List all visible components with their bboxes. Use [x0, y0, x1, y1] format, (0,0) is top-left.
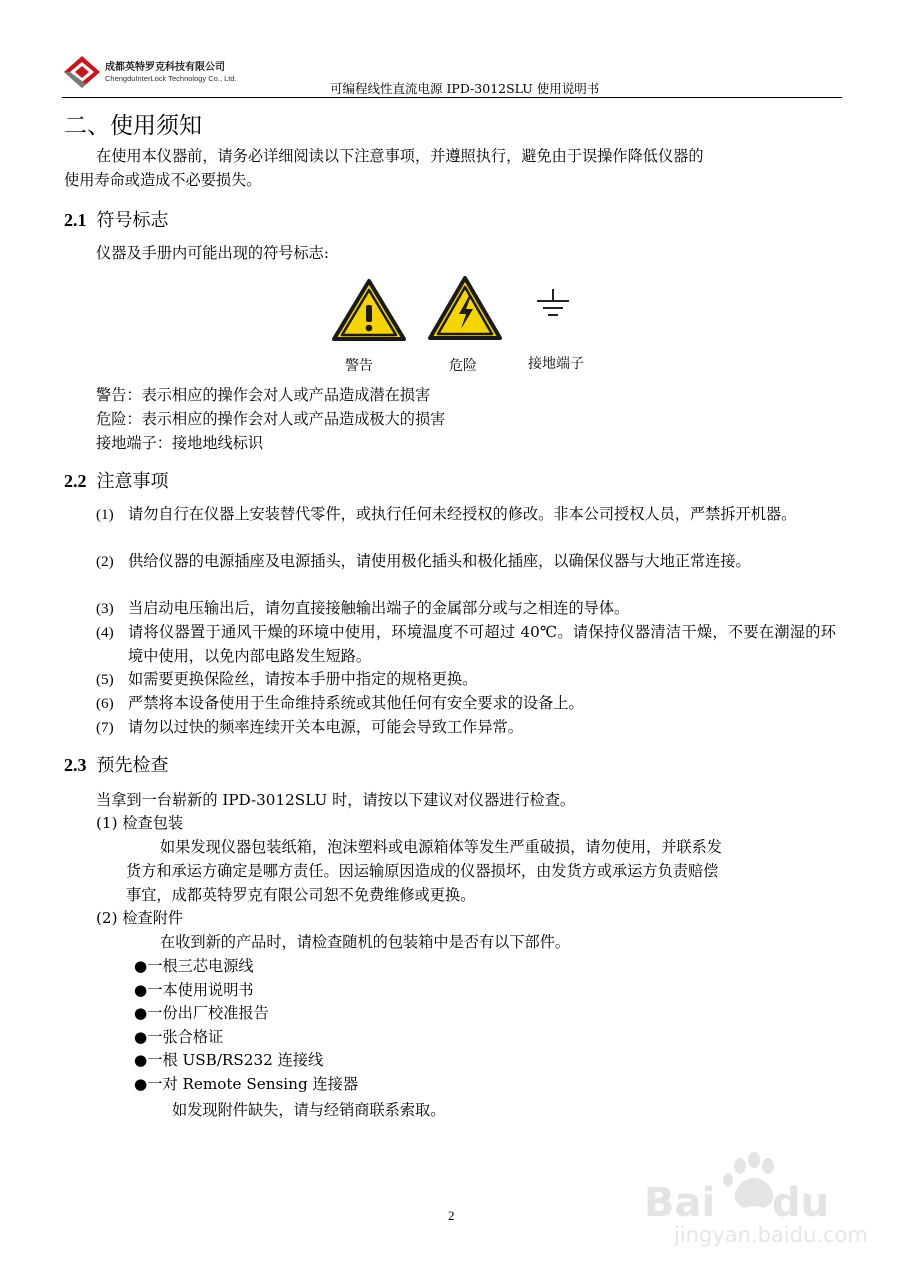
item-number: (1)	[96, 506, 114, 523]
symbol-desc-ground: 接地端子：接地地线标识	[96, 434, 264, 452]
item-text: 严禁将本设备使用于生命维持系统或其他任何有安全要求的设备上。	[128, 694, 584, 712]
list-item	[96, 621, 836, 668]
sub-heading-package: (1) 检查包装	[96, 814, 184, 832]
page-number: 2	[448, 1208, 455, 1223]
watermark-url: jingyan.baidu.com	[674, 1223, 868, 1247]
heading-2-2	[64, 467, 169, 493]
heading-number: 2.2	[64, 471, 87, 491]
item-number: (3)	[96, 600, 114, 617]
item-number: (5)	[96, 671, 114, 688]
heading-text: 预先检查	[96, 755, 169, 776]
accessory-item: ●一本使用说明书	[134, 981, 254, 999]
item-text: 请勿自行在仪器上安装替代零件，或执行任何未经授权的修改。非本公司授权人员，严禁拆开机器。	[128, 505, 797, 523]
item-number: (7)	[96, 719, 114, 736]
item-text: 如需要更换保险丝，请按本手册中指定的规格更换。	[128, 670, 478, 688]
ground-icon	[533, 287, 573, 331]
accessory-item: ●一对 Remote Sensing 连接器	[134, 1075, 359, 1093]
heading-2-3	[64, 751, 169, 777]
svg-text:Bai: Bai	[644, 1180, 716, 1226]
item-text: 请将仪器置于通风干燥的环境中使用，环境温度不可超过 40℃。请保持仪器清洁干燥，不要在潮湿的环境中使用，以免内部电路发生短路。	[128, 623, 836, 665]
list-item	[96, 668, 836, 692]
document-title: 可编程线性直流电源 IPD-3012SLU 使用说明书	[330, 81, 600, 96]
item-text: 当启动电压输出后，请勿直接接触输出端子的金属部分或与之相连的导体。	[128, 599, 630, 617]
list-item	[96, 503, 836, 527]
symbols-lead: 仪器及手册内可能出现的符号标志:	[96, 244, 329, 262]
heading-number: 2.1	[64, 210, 87, 230]
package-line-1: 如果发现仪器包装纸箱，泡沫塑料或电源箱体等发生严重破损，请勿使用，并联系发	[160, 838, 722, 856]
company-name-en: ChengduInterLock Technology Co., Ltd.	[105, 74, 237, 83]
accessories-lead: 在收到新的产品时，请检查随机的包装箱中是否有以下部件。	[160, 933, 571, 951]
list-item	[96, 597, 836, 621]
package-line-3: 事宜，成都英特罗克有限公司恕不免费维修或更换。	[126, 886, 476, 904]
intro-line-1: 在使用本仪器前，请务必详细阅读以下注意事项，并遵照执行，避免由于误操作降低仪器的	[96, 147, 704, 165]
item-number: (4)	[96, 624, 114, 641]
intro-line-2: 使用寿命或造成不必要损失。	[64, 171, 262, 189]
sub-heading-accessories: (2) 检查附件	[96, 909, 184, 927]
list-item	[96, 692, 836, 716]
symbol-label-danger: 危险	[449, 358, 477, 374]
package-line-2: 货方和承运方确定是哪方责任。因运输原因造成的仪器损坏，由发货方或承运方负责赔偿	[126, 862, 719, 880]
list-item	[96, 550, 836, 574]
company-name-cn: 成都英特罗克科技有限公司	[105, 62, 225, 73]
symbol-desc-warning: 警告：表示相应的操作会对人或产品造成潜在损害	[96, 386, 431, 404]
accessory-item: ●一份出厂校准报告	[134, 1004, 269, 1022]
symbol-desc-danger: 危险：表示相应的操作会对人或产品造成极大的损害	[96, 410, 446, 428]
section-title: 二、使用须知	[64, 113, 202, 139]
item-text: 请勿以过快的频率连续开关本电源，可能会导致工作异常。	[128, 718, 523, 736]
heading-number: 2.3	[64, 755, 87, 775]
item-number: (6)	[96, 695, 114, 712]
high-voltage-icon	[426, 274, 504, 346]
item-text: 供给仪器的电源插座及电源插头，请使用极化插头和极化插座，以确保仪器与大地正常连接。	[128, 552, 751, 570]
symbol-label-ground: 接地端子	[528, 356, 584, 372]
symbol-label-warning: 警告	[345, 358, 373, 374]
header-divider	[62, 97, 842, 98]
accessory-item: ●一张合格证	[134, 1028, 224, 1046]
accessory-item: ●一根 USB/RS232 连接线	[134, 1051, 324, 1069]
heading-2-1	[64, 206, 169, 232]
company-logo	[62, 54, 102, 90]
closing-note: 如发现附件缺失，请与经销商联系索取。	[172, 1101, 446, 1119]
accessory-item: ●一根三芯电源线	[134, 957, 254, 975]
list-item	[96, 716, 836, 740]
warning-icon	[330, 277, 408, 347]
heading-text: 符号标志	[96, 210, 169, 231]
inspection-lead: 当拿到一台崭新的 IPD-3012SLU 时，请按以下建议对仪器进行检查。	[96, 791, 576, 809]
svg-text:du: du	[772, 1180, 830, 1226]
item-number: (2)	[96, 553, 114, 570]
heading-text: 注意事项	[96, 471, 169, 492]
